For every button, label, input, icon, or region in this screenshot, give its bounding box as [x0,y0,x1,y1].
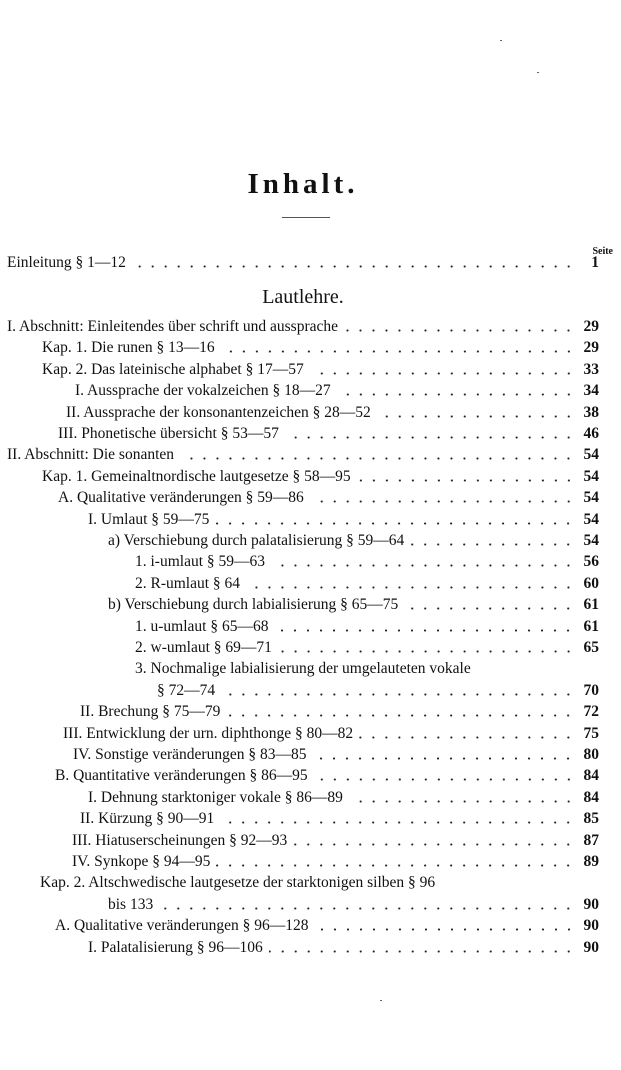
toc-entry-label: § 72—74 [157,681,216,699]
toc-entry-label: A. Qualitative veränderungen § 96—128 [55,917,309,935]
dot-leader [285,436,575,439]
toc-entry [88,937,599,958]
toc-entry-label: 2. R-umlaut § 64 [135,574,241,592]
toc-entry [58,487,599,508]
dot-leader [180,457,575,460]
toc-entry [72,851,599,872]
dot-leader [359,736,575,739]
toc-entry [135,573,599,594]
dot-leader [337,393,575,396]
dot-leader [404,607,575,610]
toc-entry-label: 1. u-umlaut § 65—68 [135,617,269,635]
toc-entry-page: 90 [583,895,599,913]
dot-leader [310,372,575,375]
toc-entry-page: 38 [583,403,599,421]
toc-entry-label: Kap. 2. Altschwedische lautgesetze der starktonigen silben § 96 [40,874,436,892]
toc-entry-label: Kap. 2. Das lateinische alphabet § 17—57 [42,360,304,378]
scan-speck [537,72,539,73]
dot-leader [441,885,575,888]
toc-entry-page: 70 [583,681,599,699]
toc-entry-page: 61 [583,596,599,614]
scan-speck [500,40,502,41]
toc-entry-label: bis 133 [108,895,154,913]
dot-leader [312,757,575,760]
toc-entry-page: 84 [583,767,599,785]
toc-entry-page: 54 [583,446,599,464]
toc-entry [108,894,599,915]
dot-leader [246,586,575,589]
toc-entry-label: III. Entwicklung der urn. diphthonge § 80—82 [63,724,354,742]
dot-leader [274,629,575,632]
dot-leader [271,564,575,567]
toc-entry-label: I. Palatalisierung § 96—106 [88,938,263,956]
toc-entry-label: Einleitung § 1—12 [7,254,126,271]
dot-leader [269,950,575,953]
dot-leader [314,778,575,781]
dot-leader [220,821,575,824]
toc-entry [135,637,599,658]
toc-entry [88,787,599,808]
toc-entry-label: 3. Nochmalige labialisierung der umgelauteten vokale [135,660,471,678]
toc-entry-label: I. Dehnung starktoniger vokale § 86—89 [88,788,343,806]
toc-entry [58,423,599,444]
toc-entry-page: 89 [583,853,599,870]
toc-entry [80,701,599,722]
dot-leader [315,928,575,931]
toc-entry-label: IV. Sonstige veränderungen § 83—85 [73,746,307,763]
toc-entry [63,723,599,744]
page-column-label: Seite [592,246,613,257]
toc-entry [7,444,599,465]
title-rule [282,217,330,218]
toc-entry-label: II. Brechung § 75—79 [80,703,221,721]
toc-entry-page: 75 [583,724,599,742]
toc-entry-label: b) Verschiebung durch labialisierung § 65—75 [108,596,399,614]
toc-entry [55,915,599,936]
page-title: Inhalt. [247,168,359,200]
toc-entry-page: 90 [583,938,599,956]
toc-entry-label: II. Kürzung § 90—91 [80,810,215,828]
toc-entry-label: II. Aussprache der konsonantenzeichen § 28—52 [66,403,371,421]
toc-entry-page: 54 [583,532,599,549]
toc-entry [135,658,599,679]
dot-leader [410,543,575,546]
dot-leader [278,650,575,653]
toc-entry-label: III. Phonetische übersicht § 53—57 [58,425,279,442]
toc-entry [135,551,599,572]
toc-entry [108,594,599,615]
dot-leader [377,415,575,418]
toc-entry-label: I. Aussprache der vokalzeichen § 18—27 [75,382,331,400]
toc-entry-page: 90 [583,917,599,935]
toc-entry-page: 54 [583,467,599,485]
toc-entry-page: 29 [583,339,599,357]
toc-entry-page: 46 [583,425,599,442]
toc-entry-label: Kap. 1. Die runen § 13—16 [42,339,215,357]
toc-entry-page: 65 [583,639,599,656]
toc-entry [66,402,599,423]
dot-leader [216,864,575,867]
toc-entry [40,872,599,893]
toc-entry-page: 80 [583,746,599,763]
toc-entry [42,337,599,358]
toc-entry-label: II. Abschnitt: Die sonanten [7,446,175,464]
toc-entry [80,808,599,829]
toc-entry-page: 1 [591,254,599,271]
toc-entry-page: 87 [583,831,599,849]
dot-leader [159,907,575,910]
toc-entry-label: a) Verschiebung durch palatalisierung § 59—64 [108,532,405,549]
toc-entry [135,616,599,637]
toc-entry-page: 72 [583,703,599,721]
scan-speck [380,1000,382,1001]
toc-entry-label: I. Abschnitt: Einleitendes über schrift und aussprache [7,318,339,335]
dot-leader [221,693,575,696]
toc-entry [75,380,599,401]
toc-entry-page: 54 [583,510,599,528]
toc-entry-page: 33 [583,360,599,378]
dot-leader [310,500,575,503]
toc-entry-label: 1. i-umlaut § 59—63 [135,553,266,571]
toc-entry-page: 29 [583,318,599,335]
toc-entry-page: 60 [583,574,599,592]
toc-entry-page: 84 [583,788,599,806]
toc-entry [108,530,599,551]
dot-leader [215,522,575,525]
toc-entry-label: I. Umlaut § 59—75 [88,510,210,528]
dot-leader [293,843,575,846]
toc-entry-label: IV. Synkope § 94—95 [72,853,211,870]
dot-leader [477,671,575,674]
toc-entry-label: B. Quantitative veränderungen § 86—95 [55,767,308,785]
section-heading: Lautlehre. [262,286,344,308]
toc-entry-label: 2. w-umlaut § 69—71 [135,639,272,656]
toc-entry [55,765,599,786]
dot-leader [344,329,575,332]
toc-entry [72,830,599,851]
dot-leader [349,800,575,803]
dot-leader [221,350,575,353]
dot-leader [357,479,575,482]
toc-entry [42,466,599,487]
toc-entry-page: 85 [583,810,599,828]
toc-entry-page: 56 [583,553,599,571]
toc-entry [88,509,599,530]
toc-entry [42,359,599,380]
toc-entry-page: 54 [583,489,599,507]
toc-entry-intro [7,252,599,273]
toc-entry [73,744,599,765]
toc-entry [157,680,599,701]
toc-entry-label: Kap. 1. Gemeinaltnordische lautgesetze § 58—95 [42,467,351,485]
dot-leader [226,714,575,717]
toc-entry-label: A. Qualitative veränderungen § 59—86 [58,489,304,507]
dot-leader [132,265,575,268]
toc-entry-label: III. Hiatuserscheinungen § 92—93 [72,831,288,849]
toc-entry [7,316,599,337]
toc-entry-page: 34 [583,382,599,400]
toc-entry-page: 61 [583,617,599,635]
